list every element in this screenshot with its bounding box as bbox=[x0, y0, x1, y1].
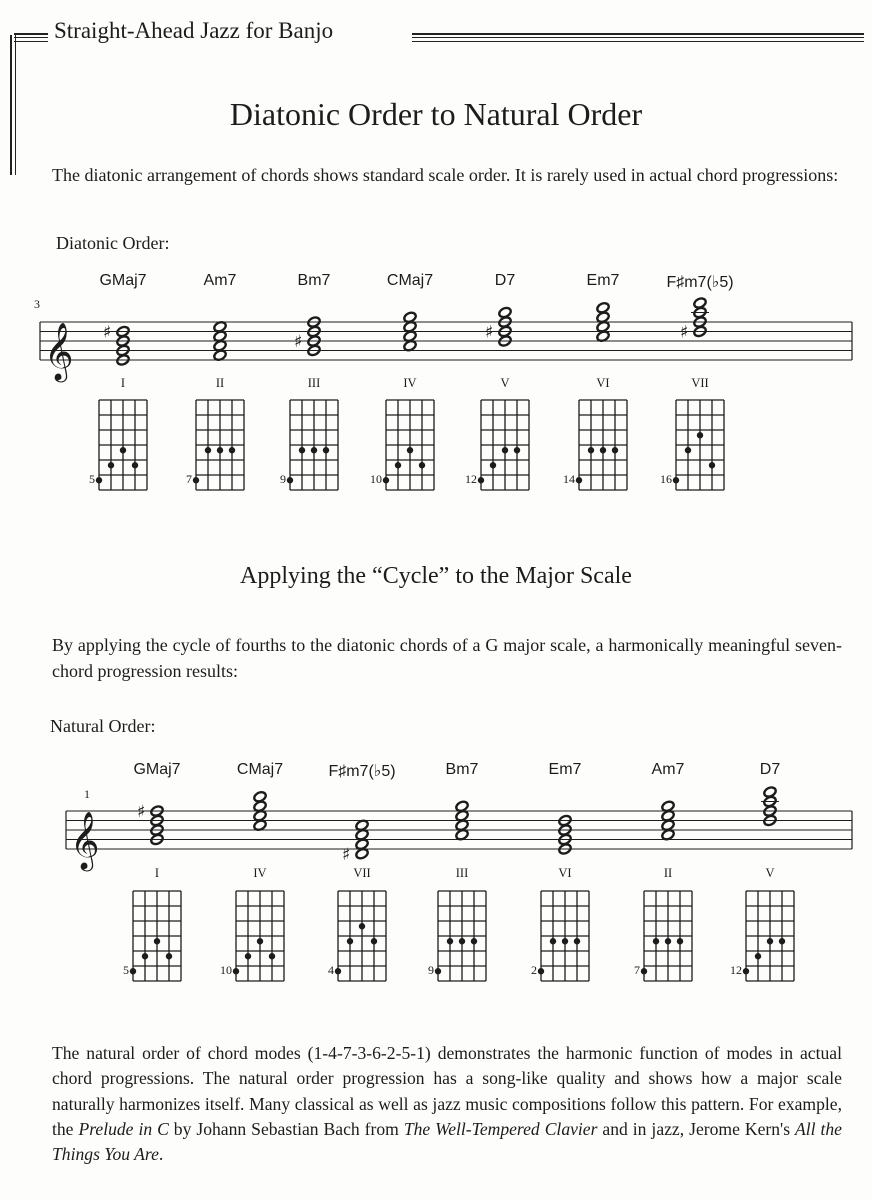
measure-number: 1 bbox=[84, 787, 90, 801]
fret-number: 12 bbox=[730, 963, 742, 978]
sharp-accidental-icon: ♯ bbox=[103, 322, 112, 343]
closing-title-things: All the Things You Are bbox=[52, 1118, 842, 1165]
chord-diagram bbox=[434, 888, 492, 984]
finger-dot bbox=[257, 938, 263, 944]
natural-label: Natural Order: bbox=[50, 716, 156, 736]
finger-dot bbox=[269, 953, 275, 959]
finger-dot bbox=[550, 938, 556, 944]
treble-clef-icon: 𝄞 bbox=[44, 322, 74, 380]
fret-number: 10 bbox=[220, 963, 232, 978]
finger-dot bbox=[779, 938, 785, 944]
chord-name: Em7 bbox=[586, 272, 620, 289]
roman-numeral: V bbox=[765, 866, 775, 880]
fret-number: 5 bbox=[123, 963, 129, 978]
sharp-accidental-icon: ♯ bbox=[137, 802, 146, 822]
sharp-accidental-icon: ♯ bbox=[294, 332, 303, 352]
closing-text-2: by Johann Sebastian Bach from bbox=[168, 1118, 404, 1139]
closing-text-1: The natural order of chord modes (1-4-7-3-6-2-5-1) demonstrates the harmonic function of modes in actual chord progressions. The natural order progression has a song-like quality and shows how a major scale naturally harmonizes itself. Many classical as well as jazz music compositions follow this pattern. For example, the bbox=[52, 1043, 842, 1139]
chord-name: D7 bbox=[494, 272, 516, 289]
roman-numeral: VI bbox=[558, 866, 572, 880]
closing-title-prelude: Prelude in C bbox=[78, 1118, 169, 1139]
fret-number: 9 bbox=[428, 963, 434, 978]
chord-name: GMaj7 bbox=[133, 761, 181, 778]
treble-clef-icon: 𝄞 bbox=[70, 811, 100, 869]
finger-dot bbox=[335, 968, 341, 974]
roman-numeral: IV bbox=[253, 866, 267, 880]
roman-numeral: IV bbox=[403, 376, 417, 390]
roman-numeral: VI bbox=[596, 376, 610, 390]
finger-dot bbox=[371, 938, 377, 944]
chord-diagram bbox=[742, 888, 800, 984]
roman-numeral: VII bbox=[353, 866, 371, 880]
intro-paragraph: The diatonic arrangement of chords shows standard scale order. It is rarely used in actual chord progressions: bbox=[52, 165, 839, 185]
finger-dot bbox=[166, 953, 172, 959]
finger-dot bbox=[641, 968, 647, 974]
finger-dot bbox=[743, 968, 749, 974]
roman-numeral: II bbox=[215, 376, 225, 390]
fret-number: 14 bbox=[563, 472, 575, 487]
finger-dot bbox=[562, 938, 568, 944]
chord-name: F♯m7(♭5) bbox=[328, 763, 396, 780]
fret-number: 4 bbox=[328, 963, 334, 978]
finger-dot bbox=[359, 923, 365, 929]
page-title: Diatonic Order to Natural Order bbox=[229, 96, 643, 132]
fret-number: 10 bbox=[370, 472, 382, 487]
chord-name: Bm7 bbox=[445, 761, 479, 778]
roman-numeral: I bbox=[120, 376, 126, 390]
chord-name: Bm7 bbox=[297, 272, 331, 289]
finger-dot bbox=[347, 938, 353, 944]
chord-name: D7 bbox=[759, 761, 781, 778]
measure-number: 3 bbox=[34, 297, 40, 311]
fret-number: 16 bbox=[660, 472, 672, 487]
diatonic-label: Diatonic Order: bbox=[56, 233, 170, 253]
chord-name: CMaj7 bbox=[386, 272, 434, 289]
fret-number: 9 bbox=[280, 472, 286, 487]
finger-dot bbox=[755, 953, 761, 959]
chord-name: F♯m7(♭5) bbox=[666, 274, 734, 291]
fret-number: 7 bbox=[634, 963, 640, 978]
fret-number: 5 bbox=[89, 472, 95, 487]
roman-numeral: V bbox=[500, 376, 510, 390]
finger-dot bbox=[471, 938, 477, 944]
finger-dot bbox=[447, 938, 453, 944]
finger-dot bbox=[653, 938, 659, 944]
finger-dot bbox=[142, 953, 148, 959]
chord-diagram bbox=[537, 888, 595, 984]
closing-text-3: and in jazz, Jerome Kern's bbox=[597, 1118, 796, 1139]
chord-name: Am7 bbox=[651, 761, 685, 778]
roman-numeral: I bbox=[154, 866, 160, 880]
roman-numeral: III bbox=[455, 866, 469, 880]
whole-note bbox=[763, 786, 777, 799]
closing-text-4: . bbox=[158, 1144, 164, 1165]
finger-dot bbox=[767, 938, 773, 944]
finger-dot bbox=[435, 968, 441, 974]
finger-dot bbox=[538, 968, 544, 974]
header-title: Straight-Ahead Jazz for Banjo bbox=[54, 18, 334, 43]
section-title: Applying the “Cycle” to the Major Scale bbox=[240, 563, 632, 589]
fret-number: 12 bbox=[465, 472, 477, 487]
whole-note bbox=[253, 790, 267, 803]
chord-name: GMaj7 bbox=[99, 272, 147, 289]
finger-dot bbox=[130, 968, 136, 974]
closing-title-clavier: The Well-Tempered Clavier bbox=[403, 1118, 598, 1139]
fret-number: 7 bbox=[186, 472, 192, 487]
cycle-paragraph: By applying the cycle of fourths to the diatonic chords of a G major scale, a harmonically meaningful seven-chord progression results: bbox=[52, 635, 842, 681]
sharp-accidental-icon: ♯ bbox=[342, 844, 351, 865]
chord-diagram bbox=[232, 888, 290, 984]
finger-dot bbox=[233, 968, 239, 974]
chord-name: Em7 bbox=[548, 761, 582, 778]
chord-diagram bbox=[640, 888, 698, 984]
roman-numeral: II bbox=[663, 866, 673, 880]
roman-numeral: III bbox=[307, 376, 321, 390]
roman-numeral: VII bbox=[691, 376, 709, 390]
fret-number: 2 bbox=[531, 963, 537, 978]
sharp-accidental-icon: ♯ bbox=[680, 322, 689, 343]
finger-dot bbox=[245, 953, 251, 959]
chord-name: CMaj7 bbox=[236, 761, 284, 778]
chord-diagram bbox=[334, 888, 392, 984]
finger-dot bbox=[665, 938, 671, 944]
finger-dot bbox=[677, 938, 683, 944]
chord-diagram bbox=[129, 888, 187, 984]
finger-dot bbox=[574, 938, 580, 944]
chord-name: Am7 bbox=[203, 272, 237, 289]
sharp-accidental-icon: ♯ bbox=[485, 322, 494, 343]
finger-dot bbox=[459, 938, 465, 944]
finger-dot bbox=[154, 938, 160, 944]
